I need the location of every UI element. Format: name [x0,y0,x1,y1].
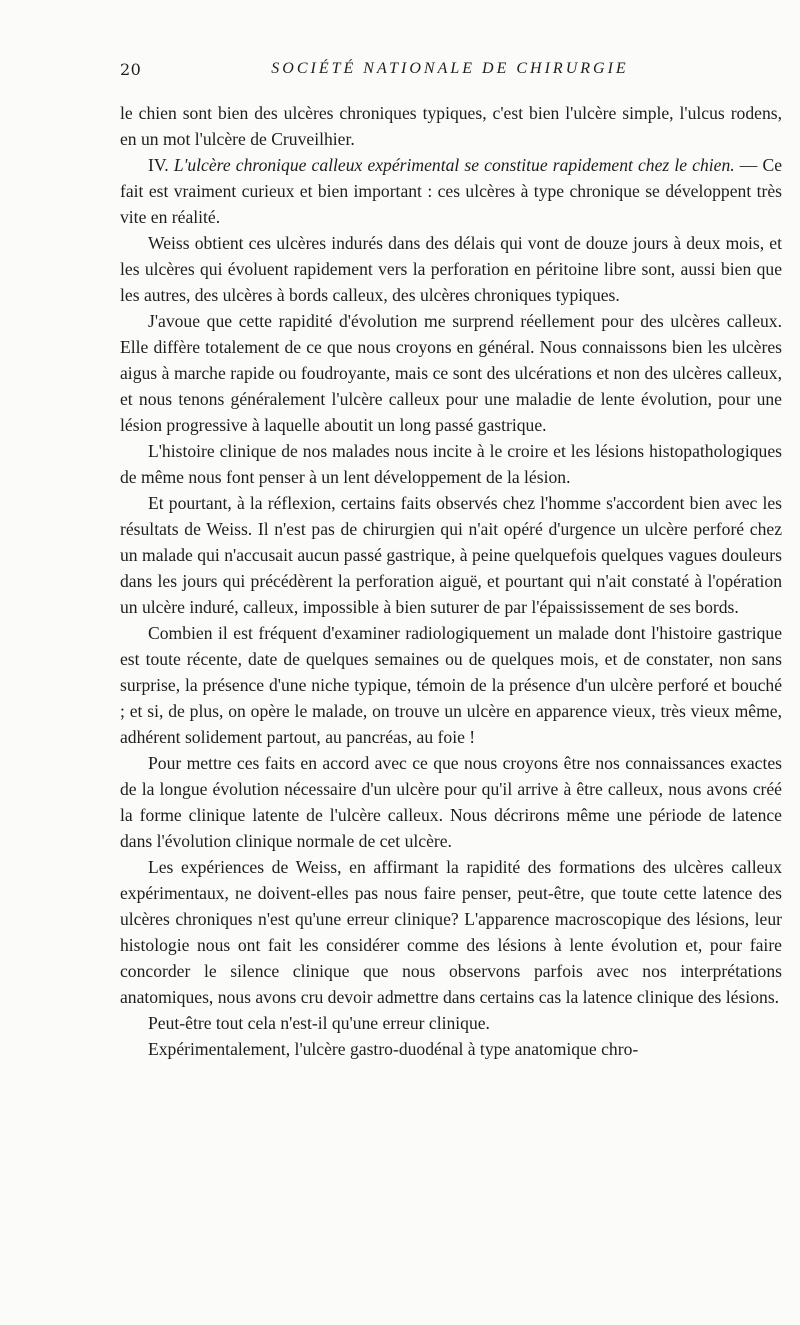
paragraph: Pour mettre ces faits en accord avec ce que nous croyons être nos connaissances exactes de la longue évolution nécessaire d'un ulcère pour qu'il arrive à être calleux, nous avons créé la forme clinique latente de l'ulcère calleux. Nous décrirons même une période de latence dans l'évolution clinique normale de cet ulcère. [120,753,782,851]
running-head [120,60,780,84]
paragraph: Weiss obtient ces ulcères indurés dans des délais qui vont de douze jours à deux mois, et les ulcères qui évoluent rapidement vers la perforation en péritoine libre sont, aussi bien que les autres, des ulcères à bords calleux, des ulcères chroniques typiques. [120,233,782,305]
paragraph: Les expériences de Weiss, en affirmant la rapidité des formations des ulcères calleux expérimentaux, ne doivent-elles pas nous faire penser, peut-être, que toute cette latence des ulcères chroniques n'est qu'une erreur clinique? L'apparence macroscopique des lésions, leur histologie nous ont fait les considérer comme des lésions à lente évolution et, pour faire concorder le silence clinique que nous observons parfois avec nos interprétations anatomiques, nous avons cru devoir admettre dans certains cas la latence clinique des lésions. [120,857,782,1007]
paragraph: Peut-être tout cela n'est-il qu'une erreur clinique. [148,1013,490,1033]
paragraph: L'histoire clinique de nos malades nous incite à le croire et les lésions histopathologiques de même nous font penser à un lent développement de la lésion. [120,441,782,487]
page-number: 20 [120,60,142,79]
paragraph: le chien sont bien des ulcères chroniques typiques, c'est bien l'ulcère simple, l'ulcus rodens, en un mot l'ulcère de Cruveilhier. [120,103,782,149]
section-numeral: IV. [148,155,169,175]
section-heading: L'ulcère chronique calleux expérimental se constitue rapidement chez le chien. [173,155,735,175]
paragraph: IV. L'ulcère chronique calleux expérimental se constitue rapidement chez le chien. — Ce fait est vraiment curieux et bien important : ces ulcères à type chronique se développent très vite en réalité. [120,155,783,227]
paragraph: Combien il est fréquent d'examiner radiologiquement un malade dont l'histoire gastrique est toute récente, date de quelques semaines ou de quelques mois, et de constater, non sans surprise, la présence d'une niche typique, témoin de la présence d'un ulcère perforé et bouché ; et si, de plus, on opère le malade, on trouve un ulcère en apparence vieux, très vieux même, adhérent solidement partout, au pancréas, au foie ! [120,623,782,747]
journal-title: SOCIÉTÉ NATIONALE DE CHIRURGIE [271,60,629,77]
paragraph: Et pourtant, à la réflexion, certains faits observés chez l'homme s'accordent bien avec les résultats de Weiss. Il n'est pas de chirurgien qui n'ait opéré d'urgence un ulcère perforé chez un malade qui n'accusait aucun passé gastrique, à peine quelquefois quelques vagues douleurs dans les jours qui précédèrent la perforation aiguë, et pourtant qui n'ait constaté à l'opération un ulcère induré, calleux, impossible à bien suturer de par l'épaississement de ses bords. [120,493,782,617]
paragraph: Expérimentalement, l'ulcère gastro-duodénal à type anatomique chro- [148,1039,639,1059]
paragraph: J'avoue que cette rapidité d'évolution me surprend réellement pour des ulcères calleux. Elle diffère totalement de ce que nous croyons en général. Nous connaissons bien les ulcères aigus à marche rapide ou foudroyante, mais ce sont des ulcérations et non des ulcères calleux, et nous tenons généralement l'ulcère calleux pour une maladie de lente évolution, pour une lésion progressive à laquelle aboutit un long passé gastrique. [120,311,782,435]
body-text [120,100,782,1062]
